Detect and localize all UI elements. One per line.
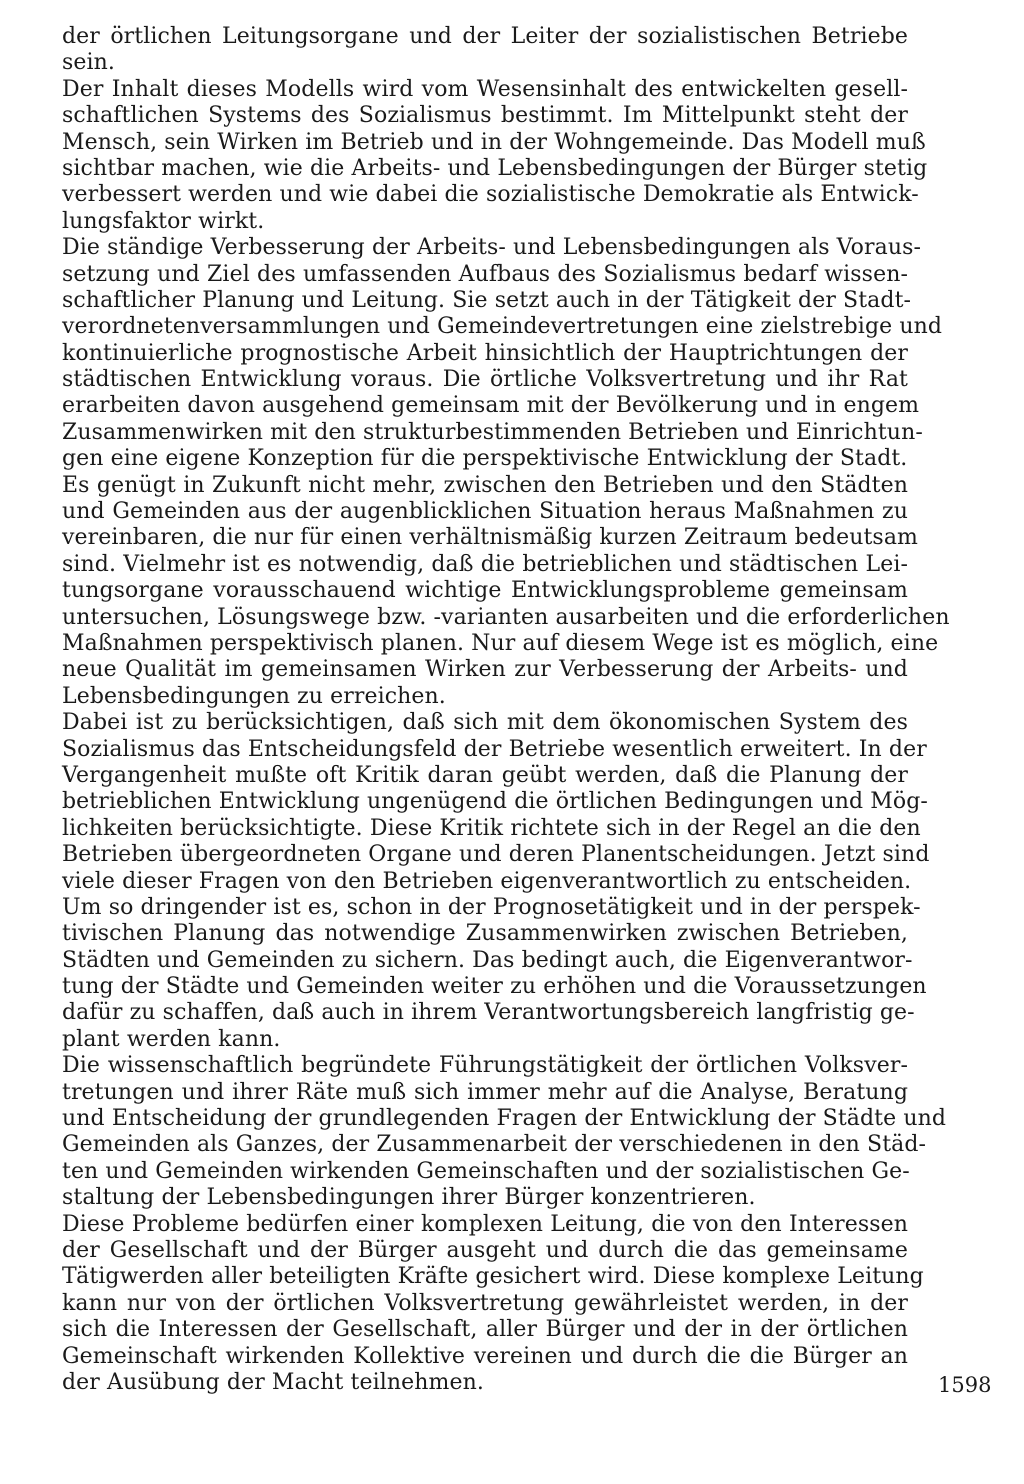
text-line: tretungen und ihrer Räte muß sich immer mehr auf die Analyse, Beratung (62, 1079, 908, 1105)
paragraph (62, 235, 943, 473)
text-line: sein. (62, 50, 116, 76)
text-line: tungsorgane vorausschauend wichtige Entwicklungsprobleme gemeinsam (62, 578, 908, 604)
text-line: Maßnahmen perspektivisch planen. Nur auf diesem Wege ist es möglich, eine (62, 630, 939, 656)
paragraph (62, 76, 928, 235)
text-line: Die ständige Verbesserung der Arbeits- und Lebensbedingungen als Voraus- (62, 235, 922, 261)
paragraph (62, 24, 908, 77)
text-line: kann nur von der örtlichen Volksvertretung gewährleistet werden, in der (62, 1290, 908, 1316)
text-line: sich die Interessen der Gesellschaft, aller Bürger und der in der örtlichen (62, 1317, 908, 1343)
text-line: Tätigwerden aller beteiligten Kräfte gesichert wird. Diese komplexe Leitung (62, 1264, 924, 1290)
text-line: Gemeinden als Ganzes, der Zusammenarbeit der verschiedenen in den Städ- (62, 1132, 927, 1158)
text-line: Vergangenheit mußte oft Kritik daran geübt werden, daß die Planung der (62, 762, 908, 788)
text-line: Lebensbedingungen zu erreichen. (62, 683, 446, 709)
text-line: dafür zu schaffen, daß auch in ihrem Verantwortungsbereich langfristig ge- (62, 1000, 915, 1026)
text-line: Städten und Gemeinden zu sichern. Das bedingt auch, die Eigenverantwor- (62, 947, 913, 973)
text-line: schaftlichen Systems des Sozialismus bestimmt. Im Mittelpunkt steht der (62, 103, 908, 129)
paragraph (62, 1053, 947, 1211)
text-line: kontinuierliche prognostische Arbeit hinsichtlich der Hauptrichtungen der (62, 340, 908, 366)
text-line: neue Qualität im gemeinsamen Wirken zur Verbesserung der Arbeits- und (62, 657, 908, 683)
text-line: lichkeiten berücksichtigte. Diese Kritik richtete sich in der Regel an die den (62, 815, 921, 841)
text-line: Betrieben übergeordneten Organe und deren Planentscheidungen. Jetzt sind (62, 842, 930, 868)
text-line: Um so dringender ist es, schon in der Prognosetätigkeit und in der perspek- (62, 894, 921, 920)
text-line: betrieblichen Entwicklung ungenügend die örtlichen Bedingungen und Mög- (62, 789, 928, 815)
paragraph (62, 1211, 924, 1397)
text-line: Gemeinschaft wirkenden Kollektive vereinen und durch die die Bürger an (62, 1343, 908, 1369)
text-line: und Entscheidung der grundlegenden Fragen der Entwicklung der Städte und (62, 1106, 947, 1132)
text-line: plant werden kann. (62, 1026, 281, 1052)
text-line: und Gemeinden aus der augenblicklichen Situation heraus Maßnahmen zu (62, 499, 908, 525)
text-line: viele dieser Fragen von den Betrieben eigenverantwortlich zu entscheiden. (62, 868, 912, 894)
text-line: tung der Städte und Gemeinden weiter zu erhöhen und die Voraussetzungen (62, 974, 927, 1000)
text-line: städtischen Entwicklung voraus. Die örtliche Volksvertretung und ihr Rat (62, 367, 908, 393)
text-line: Zusammenwirken mit den strukturbestimmenden Betrieben und Einrichtun- (62, 419, 923, 445)
text-line: Es genügt in Zukunft nicht mehr, zwischen den Betrieben und den Städten (62, 472, 908, 498)
text-line: der örtlichen Leitungsorgane und der Leiter der sozialistischen Betriebe (62, 24, 908, 49)
text-line: schaftlicher Planung und Leitung. Sie setzt auch in der Tätigkeit der Stadt- (62, 287, 912, 313)
paragraph (62, 472, 950, 711)
text-line: verbessert werden und wie dabei die sozialistische Demokratie als Entwick- (62, 182, 919, 208)
page-number: 1598 (938, 1373, 992, 1397)
text-line: verordnetenversammlungen und Gemeindevertretungen eine zielstrebige und (62, 314, 943, 340)
text-line: gen eine eigene Konzeption für die perspektivische Entwicklung der Stadt. (62, 446, 908, 472)
text-line: vereinbaren, die nur für einen verhältnismäßig kurzen Zeitraum bedeutsam (62, 525, 919, 551)
text-line: sichtbar machen, wie die Arbeits- und Lebensbedingungen der Bürger stetig (62, 155, 928, 181)
text-line: Die wissenschaftlich begründete Führungstätigkeit der örtlichen Volksver- (62, 1053, 908, 1079)
text-line: Sozialismus das Entscheidungsfeld der Betriebe wesentlich erweitert. In der (62, 736, 927, 762)
text-line: erarbeiten davon ausgehend gemeinsam mit der Bevölkerung und in engem (62, 393, 920, 419)
text-line: lungsfaktor wirkt. (62, 208, 265, 234)
text-line: der Ausübung der Macht teilnehmen. (62, 1369, 484, 1395)
text-line: Dabei ist zu berücksichtigen, daß sich mit dem ökonomischen System des (62, 710, 908, 736)
text-line: sind. Vielmehr ist es notwendig, daß die betrieblichen und städtischen Lei- (62, 551, 908, 577)
text-line: Der Inhalt dieses Modells wird vom Wesensinhalt des entwickelten gesell- (62, 76, 908, 102)
text-line: der Gesellschaft und der Bürger ausgeht und durch die das gemeinsame (62, 1237, 908, 1263)
paragraph (62, 710, 930, 1053)
text-line: ten und Gemeinden wirkenden Gemeinschaften und der sozialistischen Ge- (62, 1158, 910, 1184)
text-line: untersuchen, Lösungswege bzw. -varianten ausarbeiten und die erforderlichen (62, 604, 950, 630)
body-text (62, 24, 950, 1396)
text-line: setzung und Ziel des umfassenden Aufbaus des Sozialismus bedarf wissen- (62, 261, 908, 287)
text-line: Diese Probleme bedürfen einer komplexen Leitung, die von den Interessen (62, 1211, 908, 1237)
text-line: Mensch, sein Wirken im Betrieb und in der Wohngemeinde. Das Modell muß (62, 129, 926, 155)
text-line: tivischen Planung das notwendige Zusammenwirken zwischen Betrieben, (62, 921, 908, 947)
text-line: staltung der Lebensbedingungen ihrer Bürger konzentrieren. (62, 1185, 756, 1211)
